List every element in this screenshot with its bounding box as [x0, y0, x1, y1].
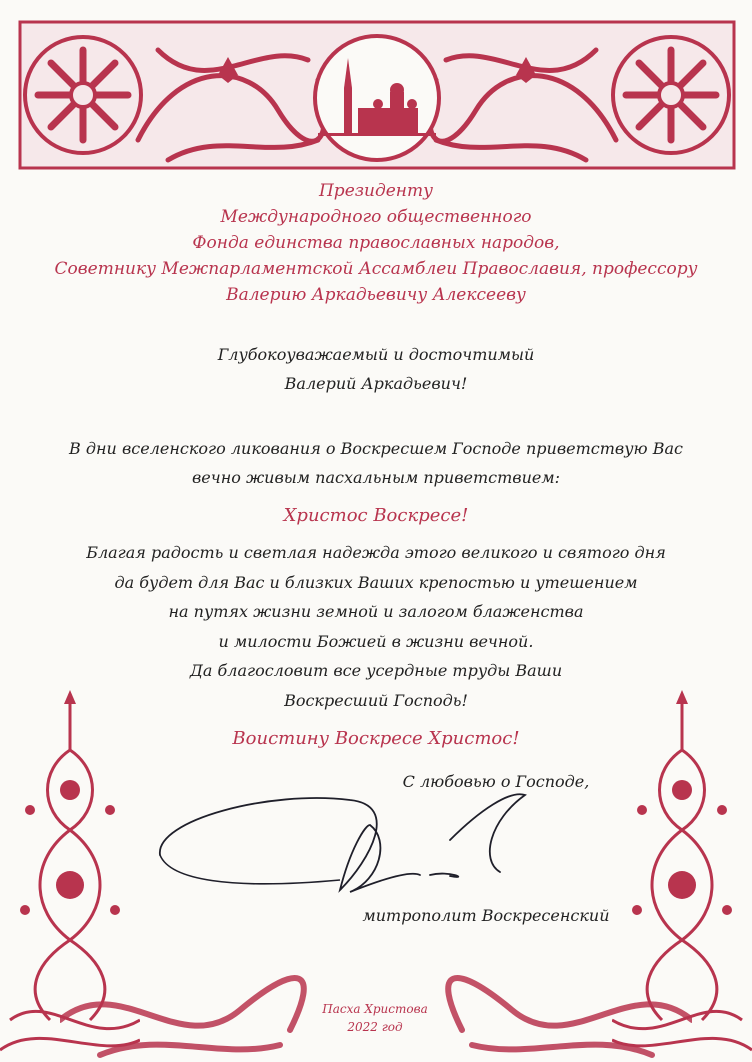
addressee-line: Фонда единства православных народов, [192, 233, 560, 253]
header-ornament [18, 20, 736, 170]
intro-line: вечно живым пасхальным приветствием: [191, 468, 561, 487]
body-line: Благая радость и светлая надежда этого великого и святого дня [86, 543, 666, 562]
body-line: Да благословит все усердные труды Ваши [189, 661, 563, 680]
indeed-risen-heading: Воистину Воскресе Христос! [232, 728, 520, 749]
intro-line: В дни вселенского ликования о Воскресшем Господе приветствую Вас [69, 439, 683, 458]
body-line: на путях жизни земной и залогом блаженства [168, 602, 584, 621]
closing-line: С любовью о Господе, [402, 772, 590, 791]
signer-title: митрополит Воскресенский [362, 906, 610, 925]
greeting-block [0, 340, 752, 398]
footer-line: Пасха Христова [322, 1002, 428, 1016]
handwritten-signature [150, 780, 530, 910]
greeting-line: Валерий Аркадьевич! [284, 374, 468, 393]
addressee-line: Валерию Аркадьевичу Алексееву [226, 285, 526, 305]
addressee-line: Международного общественного [220, 207, 532, 227]
addressee-line: Президенту [318, 181, 433, 201]
footer-date [290, 1000, 460, 1036]
body-line: Воскресший Господь! [284, 690, 468, 710]
addressee-line: Советнику Межпарламентской Ассамблеи Православия, профессору [54, 259, 698, 279]
addressee-block [0, 178, 752, 308]
body-line: да будет для Вас и близких Ваших крепостью и утешением [114, 572, 638, 592]
footer-line: 2022 год [347, 1020, 403, 1034]
greeting-line: Глубокоуважаемый и досточтимый [217, 345, 535, 364]
intro-paragraph [0, 434, 752, 492]
main-paragraph [0, 538, 752, 715]
christ-risen-heading: Христос Воскресе! [283, 505, 469, 526]
body-line: и милости Божией в жизни вечной. [218, 631, 534, 651]
